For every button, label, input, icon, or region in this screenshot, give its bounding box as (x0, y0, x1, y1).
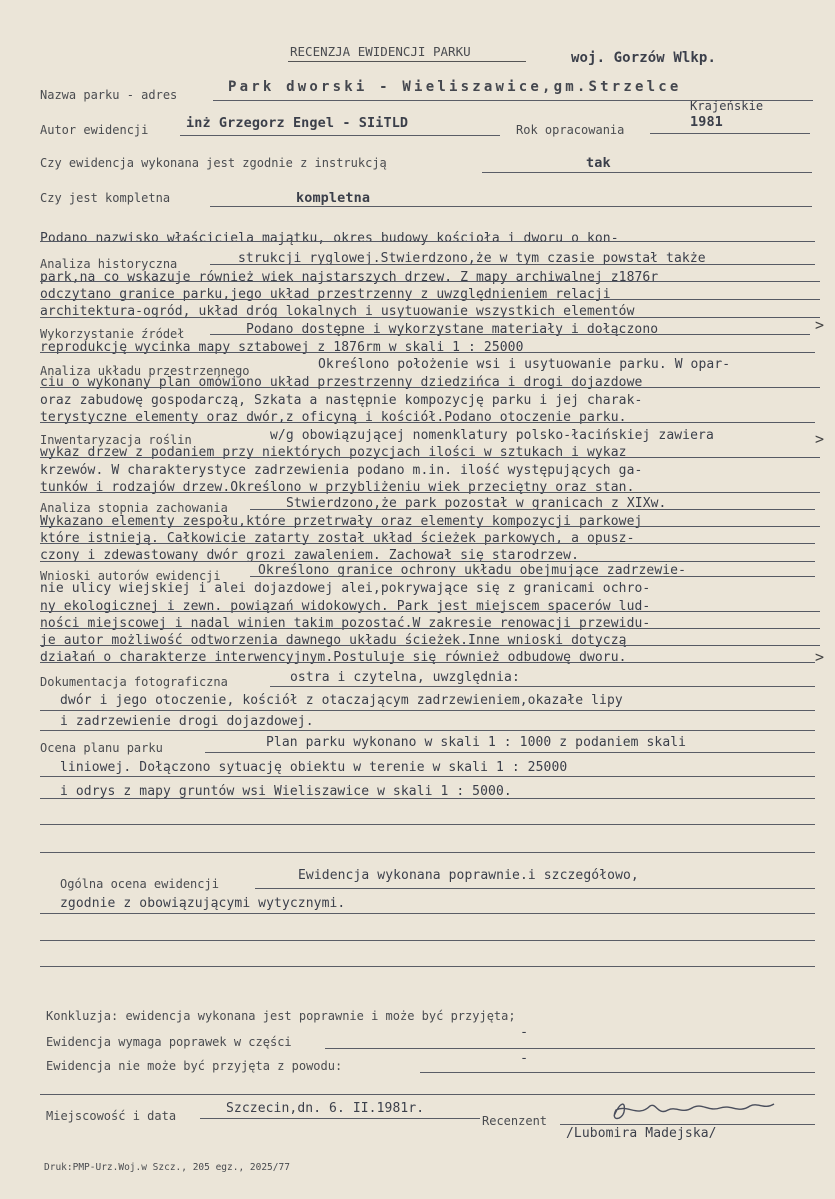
author-label: Autor ewidencji (40, 123, 149, 137)
year-value: 1981 (690, 114, 723, 130)
overall-rule (255, 888, 815, 889)
layout-line-1: Określono położenie wsi i usytuowanie parku. W opar- (318, 357, 731, 372)
strike-line (40, 645, 820, 646)
conclusion-line-2: Ewidencja wymaga poprawek w części (46, 1035, 292, 1049)
plan-rule (40, 798, 815, 799)
strike-line (40, 422, 815, 423)
strike-line (40, 387, 820, 388)
overall-line-1: Ewidencja wykonana poprawnie.i szczegółowo, (298, 868, 639, 883)
conclusion-line-3: Ewidencja nie może być przyjęta z powodu: (46, 1059, 343, 1073)
strike-line (40, 352, 815, 353)
plan-label: Ocena planu parku (40, 741, 163, 755)
strike-line (40, 281, 820, 282)
hist-label: Analiza historyczna (40, 257, 178, 271)
layout-line-2: ciu o wykonany plan omówiono układ przestrzenny dziedzińca i drogi dojazdowe (40, 375, 643, 390)
reviewer-label: Recenzent (482, 1114, 548, 1128)
blank-rule (40, 966, 815, 967)
arrow-icon: > (815, 316, 825, 334)
plan-line-3: i odrys z mapy gruntów wsi Wieliszawice w skali 1 : 5000. (60, 784, 512, 799)
strike-line (40, 628, 820, 629)
state-line-1: Stwierdzono,że park pozostał w granicach z XIXw. (286, 496, 667, 511)
strike-line (40, 543, 815, 544)
year-rule (650, 133, 810, 134)
blank-rule (40, 852, 815, 853)
hist-line-3: park,na co wskazuje również wiek najstarszych drzew. Z mapy archiwalnej z1876r (40, 270, 659, 285)
overall-rule (40, 913, 815, 914)
concl-line-5: je autor możliwość odtworzenia dawnego układu ścieżek.Inne wnioski dotyczą (40, 633, 627, 648)
strike-line (250, 576, 815, 577)
plan-line-1: Plan parku wykonano w skali 1 : 1000 z podaniem skali (266, 735, 687, 750)
concl-line-4: ności miejscowej i nadal winien takim pozostać.W zakresie renowacji przewidu- (40, 616, 651, 631)
hist-line-5: architektura-ogród, układ dróg lokalnych i usytuowanie wszystkich elementów (40, 304, 635, 319)
author-value: inż Grzegorz Engel - SIiTLD (186, 115, 409, 131)
conclusion-dash-1: - (520, 1024, 529, 1040)
concl-label: Wnioski autorów ewidencji (40, 569, 221, 583)
concl-line-6: działań o charakterze interwencyjnym.Postuluje się również odbudowę dworu. (40, 650, 627, 665)
voivodeship: woj. Gorzów Wlkp. (571, 50, 716, 66)
concl-line-2: nie ulicy wiejskiej i alei dojazdowej alei,pokrywające się z granicami ochro- (40, 581, 651, 596)
overall-line-2: zgodnie z obowiązującymi wytycznymi. (60, 896, 346, 911)
strike-line (210, 264, 815, 265)
strike-line (210, 334, 810, 335)
strike-line (40, 299, 820, 300)
plan-rule (205, 752, 815, 753)
hist-line-2: strukcji ryglowej.Stwierdzono,że w tym czasie powstał także (238, 251, 706, 266)
complete-label: Czy jest kompletna (40, 191, 171, 205)
place-rule (200, 1118, 480, 1119)
park-value-2: Krajeńskie (690, 99, 764, 113)
hist-line-4: odczytano granice parku,jego układ przestrzenny z uwzględnieniem relacji (40, 287, 611, 302)
instr-label: Czy ewidencja wykonana jest zgodnie z instrukcją (40, 156, 387, 170)
plants-line-3: krzewów. W charakterystyce zadrzewienia podano m.in. ilość występujących ga- (40, 463, 643, 478)
park-value: Park dworski - Wieliszawice,gm.Strzelce (228, 79, 682, 95)
strike-line (250, 509, 815, 510)
conclusion-dash-2: - (520, 1050, 529, 1066)
conclusion-rule (325, 1048, 815, 1049)
place-value: Szczecin,dn. 6. II.1981r. (226, 1101, 425, 1116)
sources-line-1: Podano dostępne i wykorzystane materiały i dołączono (246, 322, 659, 337)
instr-value: tak (586, 155, 611, 171)
photo-label: Dokumentacja fotograficzna (40, 675, 228, 689)
state-line-2: Wykazano elementy zespołu,które przetrwały oraz elementy kompozycji parkowej (40, 514, 643, 529)
conclusion-rule (420, 1072, 815, 1073)
blank-rule (40, 1094, 815, 1095)
plants-label: Inwentaryzacja roślin (40, 433, 192, 447)
photo-rule (40, 730, 815, 731)
strike-line (40, 611, 820, 612)
photo-line-3: i zadrzewienie drogi dojazdowej. (60, 714, 314, 729)
concl-line-1: Określono granice ochrony układu obejmujące zadrzewie- (258, 563, 687, 578)
park-label: Nazwa parku - adres (40, 88, 178, 102)
blank-rule (40, 824, 815, 825)
instr-rule (482, 172, 812, 173)
form-title: RECENZJA EWIDENCJI PARKU (290, 44, 471, 59)
layout-line-4: terystyczne elementy oraz dwór,z oficyną i kościół.Podano otoczenie parku. (40, 410, 627, 425)
year-label: Rok opracowania (516, 123, 625, 137)
plants-line-2: wykaz drzew z podaniem przy niektórych pozycjach ilości w sztukach i wykaz (40, 445, 627, 460)
strike-line (40, 526, 820, 527)
photo-line-1: ostra i czytelna, uwzględnia: (290, 670, 520, 685)
blank-rule (40, 940, 815, 941)
plants-line-1: w/g obowiązującej nomenklatury polsko-łacińskiej zawiera (270, 428, 714, 443)
state-line-4: czony i zdewastowany dwór grozi zawaleniem. Zachował się starodrzew. (40, 548, 580, 563)
arrow-icon: > (815, 430, 825, 448)
layout-label: Analiza układu przestrzennego (40, 364, 250, 378)
print-info: Druk:PMP-Urz.Woj.w Szcz., 205 egz., 2025/77 (44, 1162, 290, 1173)
conclusion-line-1: Konkluzja: ewidencja wykonana jest poprawnie i może być przyjęta; (46, 1009, 516, 1023)
sources-label: Wykorzystanie źródeł (40, 327, 185, 341)
photo-rule (270, 686, 815, 687)
strike-line (40, 457, 820, 458)
plants-line-4: tunków i rodzajów drzew.Określono w przybliżeniu wiek przeciętny oraz stan. (40, 480, 635, 495)
signature-icon (598, 1096, 788, 1126)
strike-line (40, 492, 820, 493)
state-label: Analiza stopnia zachowania (40, 501, 228, 515)
overall-label: Ogólna ocena ewidencji (60, 877, 219, 891)
state-line-3: które istnieją. Całkowicie zatarty został układ ścieżek parkowych, a opusz- (40, 531, 635, 546)
strike-line (40, 241, 815, 242)
sources-line-2: reprodukcję wycinka mapy sztabowej z 1876rm w skali 1 : 25000 (40, 340, 524, 355)
photo-rule (40, 710, 815, 711)
title-underline (288, 61, 526, 62)
strike-line (40, 662, 815, 663)
plan-rule (40, 776, 815, 777)
strike-line (40, 317, 820, 318)
strike-line (40, 561, 815, 562)
arrow-icon: > (815, 648, 825, 666)
complete-value: kompletna (296, 190, 371, 206)
concl-line-3: ny ekologicznej i zewn. powiązań widokowych. Park jest miejscem spacerów lud- (40, 599, 651, 614)
reviewer-name: /Lubomira Madejska/ (566, 1126, 717, 1141)
place-label: Miejscowość i data (46, 1109, 177, 1123)
author-rule (180, 135, 500, 136)
reviewer-rule (560, 1124, 815, 1125)
plan-line-2: liniowej. Dołączono sytuację obiektu w terenie w skali 1 : 25000 (60, 760, 568, 775)
complete-rule (210, 206, 812, 207)
hist-line-1: Podano nazwisko właściciela majątku, okres budowy kościoła i dworu o kon- (40, 231, 619, 246)
photo-line-2: dwór i jego otoczenie, kościół z otaczającym zadrzewieniem,okazałe lipy (60, 693, 623, 708)
layout-line-3: oraz zabudowę gospodarczą, Szkata a następnie kompozycję parku i jej charak- (40, 393, 643, 408)
